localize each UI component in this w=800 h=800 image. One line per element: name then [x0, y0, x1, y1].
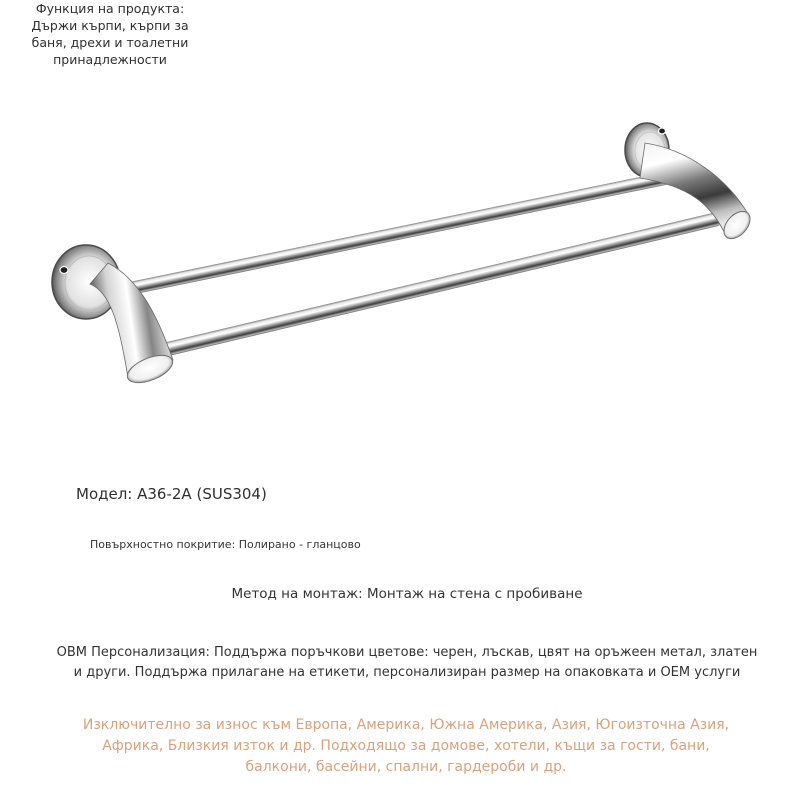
obm-customization [0, 643, 800, 683]
left-screw-hole-icon [60, 267, 68, 274]
right-screw-hole-icon [659, 128, 666, 134]
surface-finish-label: Повърхностно покритие: Полирано - гланцово [90, 538, 361, 551]
export-markets-note [0, 715, 800, 778]
function-line: принадлежности [53, 52, 167, 67]
function-line: Държи кърпи, кърпи за [31, 18, 189, 33]
function-line: баня, дрехи и тоалетни [31, 35, 189, 50]
export-line: балкони, басейни, спални, гардероби и др. [245, 759, 567, 775]
export-line: Африка, Близкия изток и др. Подходящо за домове, хотели, къщи за гости, бани, [102, 738, 710, 754]
upper-towel-rod [117, 171, 674, 298]
obm-line: OBM Персонализация: Поддържа поръчкови цветове: черен, лъскав, цвят на оръжеен метал, златен [56, 645, 758, 660]
lower-towel-rod [153, 211, 724, 359]
mounting-method-label [0, 586, 800, 602]
function-line: Функция на продукта: [35, 1, 185, 16]
model-label: Модел: A36-2A (SUS304) [76, 485, 267, 503]
obm-line: и други. Поддържа прилагане на етикети, персонализиран размер на опаковката и OEM услуги [73, 665, 741, 680]
export-line: Изключително за износ към Европа, Америка, Южна Америка, Азия, Югоизточна Азия, [82, 717, 730, 733]
mounting-line: Метод на монтаж: Монтаж на стена с пробиване [231, 586, 583, 602]
